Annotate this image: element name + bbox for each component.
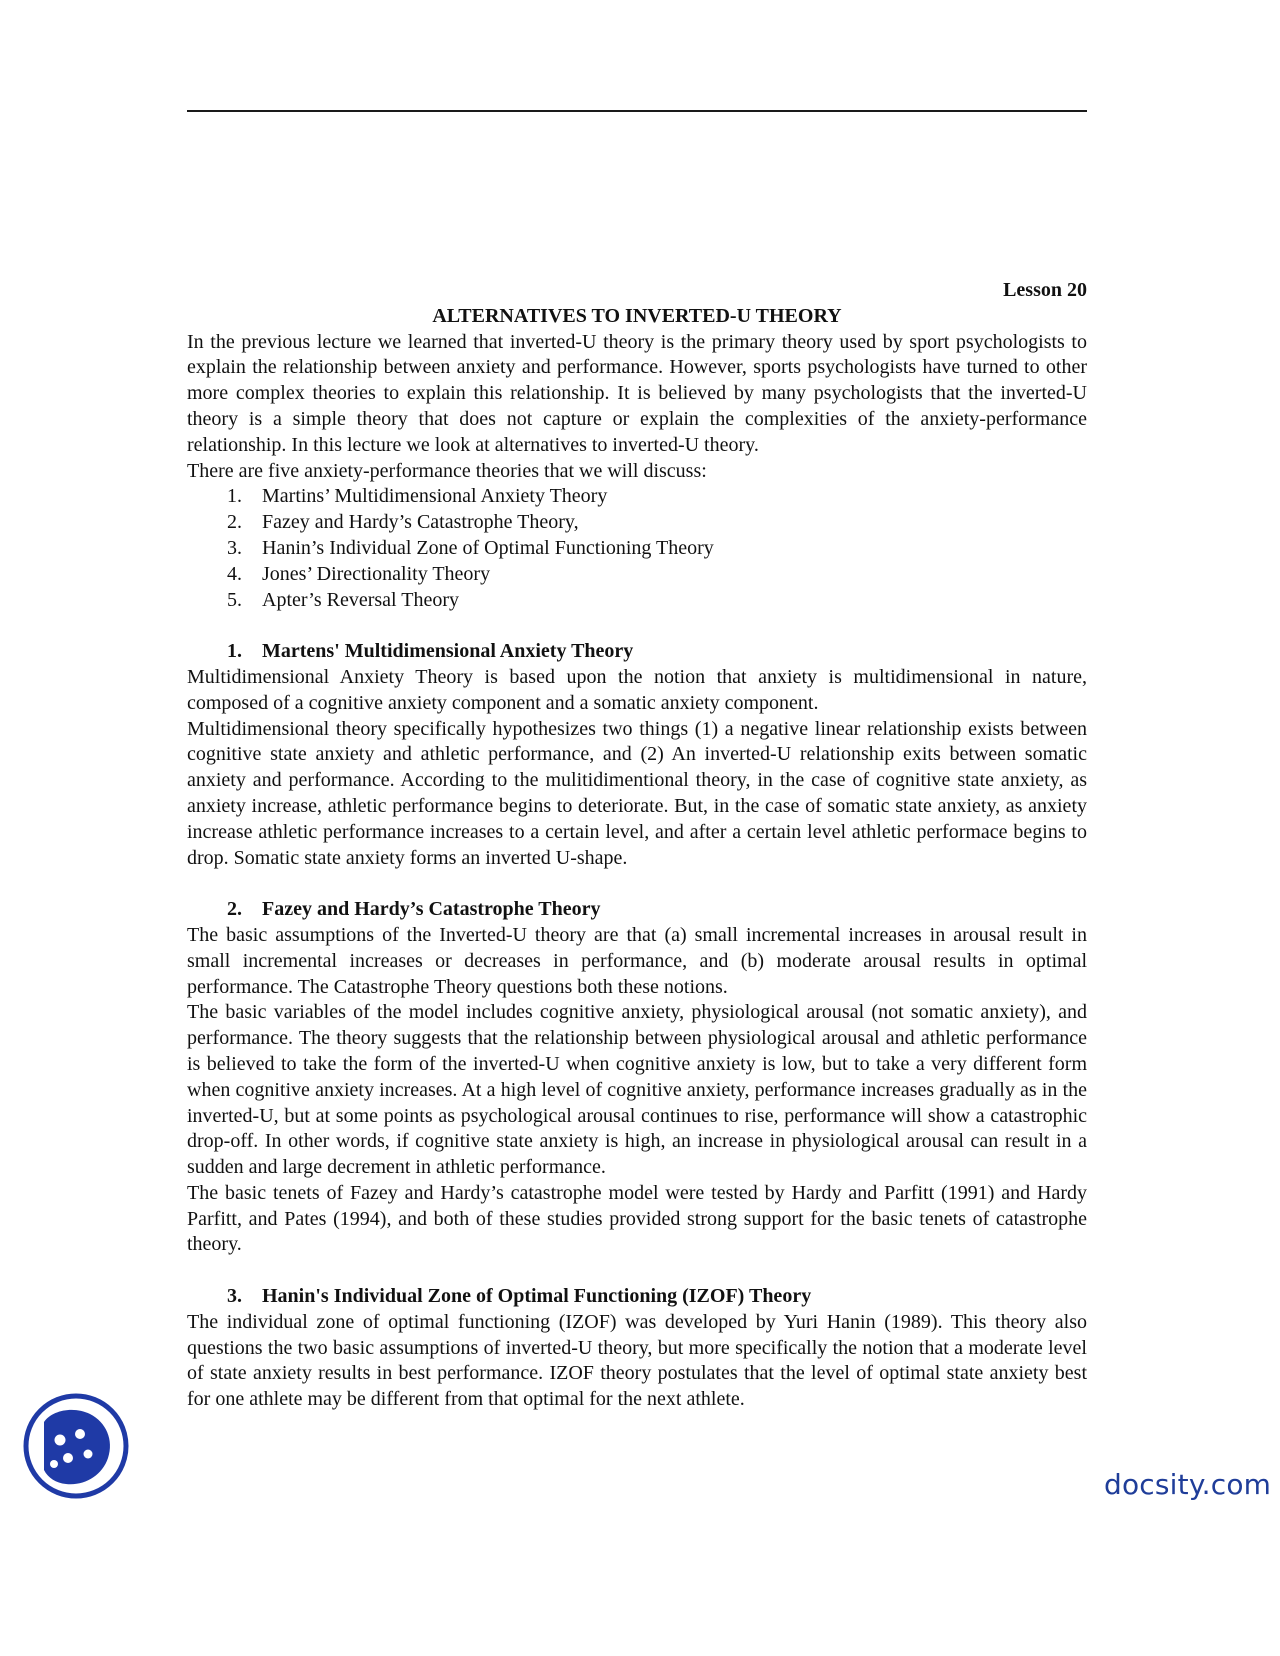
header-rule	[187, 110, 1087, 112]
document-title: ALTERNATIVES TO INVERTED-U THEORY	[432, 304, 842, 327]
section-paragraph: Multidimensional theory specifically hypothesizes two things (1) a negative linear relationship exists between cognitive state anxiety and athletic performance, and (2) An inverted-U relationship exits between somatic anxiety and performance. According to the mulitidimentional theory, in the case of cognitive state anxiety, as anxiety increase, athletic performance begins to deteriorate. But, in the case of somatic state anxiety, as anxiety increase athletic performance increases to a certain level, and after a certain level athletic performace begins to drop. Somatic state anxiety forms an inverted U-shape.	[187, 717, 1087, 869]
list-item: 2. Fazey and Hardy’s Catastrophe Theory,	[227, 511, 579, 534]
list-item: 5. Apter’s Reversal Theory	[227, 588, 459, 611]
section-paragraph: The basic assumptions of the Inverted-U theory are that (a) small incremental increases in arousal result in small incremental increases or decreases in performance, and (b) moderate arousal results in optimal performance. The Catastrophe Theory questions both these notions.	[187, 923, 1087, 998]
list-item: 3. Hanin’s Individual Zone of Optimal Functioning Theory	[227, 536, 714, 559]
section-heading-catastrophe: 2. Fazey and Hardy’s Catastrophe Theory	[227, 898, 601, 921]
theories-list	[187, 484, 1087, 613]
section-paragraph: The basic tenets of Fazey and Hardy’s catastrophe model were tested by Hardy and Parfitt (1991) and Hardy Parfitt, and Pates (1994), and both of these studies provided strong support for the basic tenets of catastrophe theory.	[187, 1181, 1087, 1256]
section-paragraph: The individual zone of optimal functioning (IZOF) was developed by Yuri Hanin (1989). This theory also questions the two basic assumptions of inverted-U theory, but more specifically the notion that a moderate level of state anxiety results in best performance. IZOF theory postulates that the level of optimal state anxiety best for one athlete may be different from that optimal for the next athlete.	[187, 1310, 1087, 1411]
list-item: 4. Jones’ Directionality Theory	[227, 562, 491, 585]
section-heading-izof: 3. Hanin's Individual Zone of Optimal Functioning (IZOF) Theory	[227, 1285, 812, 1308]
docsity-brand-link[interactable]: docsity.com	[1104, 1468, 1272, 1501]
intro-paragraph: In the previous lecture we learned that inverted-U theory is the primary theory used by sport psychologists to explain the relationship between anxiety and performance. However, sports psychologists have turned to other more complex theories to explain this relationship. It is believed by many psychologists that the inverted-U theory is a simple theory that does not capture or explain the complexities of the anxiety-performance relationship. In this lecture we look at alternatives to inverted-U theory.	[187, 330, 1087, 456]
lesson-number: Lesson 20	[1003, 279, 1087, 301]
list-item: 1. Martins’ Multidimensional Anxiety Theory	[227, 485, 608, 508]
section-paragraph: The basic variables of the model includes cognitive anxiety, physiological arousal (not somatic anxiety), and performance. The theory suggests that the relationship between physiological arousal and athletic performance is believed to take the form of the inverted-U when cognitive anxiety is low, but to take a very different form when cognitive anxiety increases. At a high level of cognitive anxiety, performance increases gradually as in the inverted-U, but at some points as psychological arousal continues to rise, performance will show a catastrophic drop-off. In other words, if cognitive state anxiety is high, an increase in physiological arousal can result in a sudden and large decrement in athletic performance.	[187, 1001, 1087, 1179]
docsity-logo-icon[interactable]	[22, 1392, 130, 1500]
document-body	[187, 278, 1087, 1413]
intro-list-lead: There are five anxiety-performance theories that we will discuss:	[187, 459, 707, 482]
spacer	[187, 871, 1087, 897]
section-heading-multidimensional: 1. Martens' Multidimensional Anxiety Theory	[227, 640, 634, 663]
spacer	[187, 613, 1087, 639]
section-paragraph: Multidimensional Anxiety Theory is based upon the notion that anxiety is multidimensional in nature, composed of a cognitive anxiety component and a somatic anxiety component.	[187, 665, 1087, 714]
spacer	[187, 1258, 1087, 1284]
